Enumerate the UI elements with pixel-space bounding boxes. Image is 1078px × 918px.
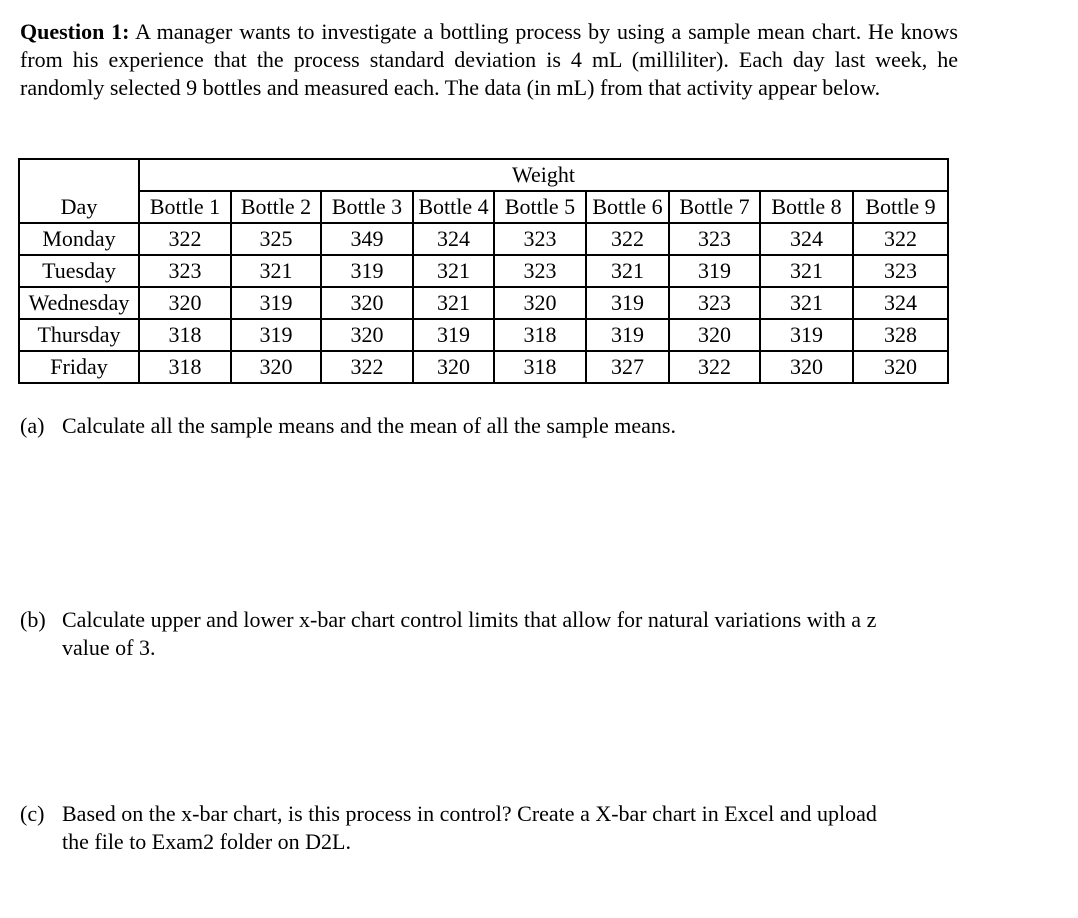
part-a-text: Calculate all the sample means and the mean of all the sample means. bbox=[62, 413, 676, 438]
table-cell: 318 bbox=[494, 319, 586, 351]
table-cell: 321 bbox=[413, 287, 494, 319]
column-header-bottle-4: Bottle 4 bbox=[413, 191, 494, 223]
table-cell: 320 bbox=[321, 287, 413, 319]
row-day-label: Friday bbox=[19, 351, 139, 383]
part-c-text-line-1: Based on the x-bar chart, is this process in control? Create a X-bar chart in Excel and upload bbox=[62, 801, 877, 826]
part-a-label: (a) bbox=[20, 413, 45, 438]
table-cell: 320 bbox=[853, 351, 948, 383]
column-header-bottle-8: Bottle 8 bbox=[760, 191, 853, 223]
table-cell: 320 bbox=[139, 287, 231, 319]
table-row bbox=[19, 223, 948, 255]
table-cell: 321 bbox=[760, 255, 853, 287]
table-cell: 321 bbox=[231, 255, 321, 287]
table-cell: 320 bbox=[413, 351, 494, 383]
table-cell: 323 bbox=[494, 223, 586, 255]
column-header-bottle-5: Bottle 5 bbox=[494, 191, 586, 223]
table-cell: 323 bbox=[669, 223, 760, 255]
table-cell: 318 bbox=[139, 351, 231, 383]
table-cell: 318 bbox=[139, 319, 231, 351]
column-header-bottle-2: Bottle 2 bbox=[231, 191, 321, 223]
table-cell: 319 bbox=[586, 319, 669, 351]
question-label: Question 1: bbox=[20, 19, 130, 44]
row-day-label: Tuesday bbox=[19, 255, 139, 287]
part-c-text-line-2: the file to Exam2 folder on D2L. bbox=[62, 829, 351, 854]
table-row bbox=[19, 351, 948, 383]
weight-group-header: Weight bbox=[139, 159, 948, 191]
table-row bbox=[19, 319, 948, 351]
table-cell: 318 bbox=[494, 351, 586, 383]
table-cell: 322 bbox=[321, 351, 413, 383]
table-cell: 322 bbox=[853, 223, 948, 255]
table-cell: 320 bbox=[321, 319, 413, 351]
table-cell: 319 bbox=[669, 255, 760, 287]
table-cell: 323 bbox=[494, 255, 586, 287]
table-cell: 323 bbox=[139, 255, 231, 287]
part-b-text-line-2: value of 3. bbox=[62, 635, 156, 660]
table-cell: 320 bbox=[669, 319, 760, 351]
table-row bbox=[19, 287, 948, 319]
table-cell: 319 bbox=[413, 319, 494, 351]
question-body: A manager wants to investigate a bottling process by using a sample mean chart. He knows from his experience that the process standard deviation is 4 mL (milliliter). Each day last week, he randomly selected 9 bottles and measured each. The data (in mL) from that activity appear below. bbox=[20, 19, 958, 100]
column-header-bottle-3: Bottle 3 bbox=[321, 191, 413, 223]
table-cell: 349 bbox=[321, 223, 413, 255]
table-cell: 319 bbox=[760, 319, 853, 351]
question-text bbox=[20, 18, 958, 102]
table-cell: 323 bbox=[853, 255, 948, 287]
table-corner-cell bbox=[19, 159, 139, 191]
part-b-text-line-1: Calculate upper and lower x-bar chart control limits that allow for natural variations with a z bbox=[62, 607, 877, 632]
row-day-label: Monday bbox=[19, 223, 139, 255]
table-cell: 322 bbox=[139, 223, 231, 255]
table-cell: 321 bbox=[586, 255, 669, 287]
table-cell: 322 bbox=[586, 223, 669, 255]
table-cell: 320 bbox=[494, 287, 586, 319]
table-cell: 320 bbox=[231, 351, 321, 383]
row-day-label: Thursday bbox=[19, 319, 139, 351]
part-b-prompt bbox=[20, 606, 970, 662]
table-cell: 323 bbox=[669, 287, 760, 319]
column-header-bottle-6: Bottle 6 bbox=[586, 191, 669, 223]
table-cell: 319 bbox=[231, 287, 321, 319]
table-cell: 319 bbox=[231, 319, 321, 351]
table-cell: 319 bbox=[321, 255, 413, 287]
table-cell: 327 bbox=[586, 351, 669, 383]
table-cell: 321 bbox=[760, 287, 853, 319]
table-cell: 321 bbox=[413, 255, 494, 287]
table-cell: 319 bbox=[586, 287, 669, 319]
column-header-bottle-1: Bottle 1 bbox=[139, 191, 231, 223]
table-row bbox=[19, 255, 948, 287]
table-cell: 324 bbox=[853, 287, 948, 319]
column-header-bottle-7: Bottle 7 bbox=[669, 191, 760, 223]
table-cell: 322 bbox=[669, 351, 760, 383]
part-a-prompt bbox=[20, 412, 970, 440]
part-c-label: (c) bbox=[20, 801, 45, 826]
table-cell: 324 bbox=[760, 223, 853, 255]
part-c-prompt bbox=[20, 800, 970, 856]
table-group-header-row bbox=[19, 159, 948, 191]
table-cell: 324 bbox=[413, 223, 494, 255]
table-cell: 325 bbox=[231, 223, 321, 255]
part-b-label: (b) bbox=[20, 607, 46, 632]
row-day-label: Wednesday bbox=[19, 287, 139, 319]
table-cell: 320 bbox=[760, 351, 853, 383]
weight-data-table bbox=[18, 158, 949, 384]
column-header-bottle-9: Bottle 9 bbox=[853, 191, 948, 223]
day-column-header: Day bbox=[19, 191, 139, 223]
table-column-header-row bbox=[19, 191, 948, 223]
table-cell: 328 bbox=[853, 319, 948, 351]
